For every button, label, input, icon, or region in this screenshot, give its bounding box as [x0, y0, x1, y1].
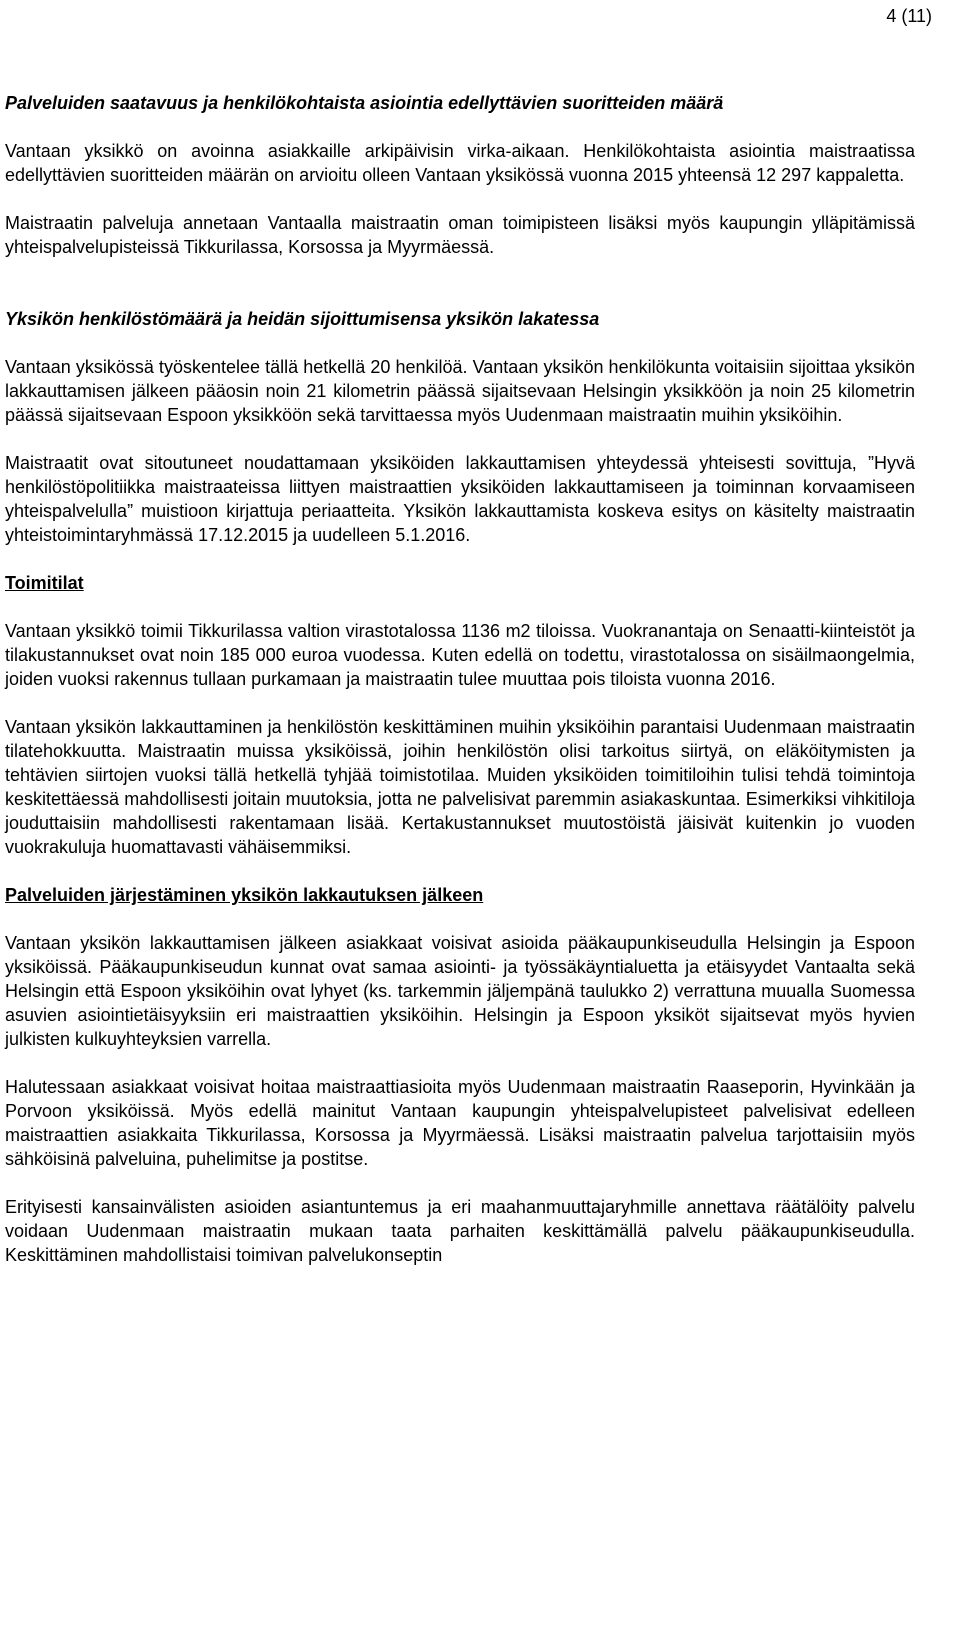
section-service-availability	[5, 91, 915, 259]
section-heading: Palveluiden järjestäminen yksikön lakkautuksen jälkeen	[5, 885, 484, 905]
paragraph: Vantaan yksikön lakkauttamisen jälkeen asiakkaat voisivat asioida pääkaupunkiseudulla Helsingin ja Espoon yksiköissä. Pääkaupunkiseudun kunnat ovat samaa asiointi- ja työssäkäyntialuetta ja etäisyydet Vantaalta sekä Helsingin että Espoon yksiköihin ovat lyhyet (ks. tarkemmin jäljempänä taulukko 2) verrattuna muualla Suomessa asuvien asiointietäisyyksiin eri maistraattien yksiköihin. Helsingin ja Espoon yksiköt sijaitsevat myös hyvien julkisten kulkuyhteyksien varrella.	[5, 933, 915, 1049]
section-heading: Yksikön henkilöstömäärä ja heidän sijoittumisensa yksikön lakatessa	[5, 309, 600, 329]
document-body	[5, 91, 915, 1267]
paragraph: Maistraatin palveluja annetaan Vantaalla maistraatin oman toimipisteen lisäksi myös kaupungin ylläpitämissä yhteispalvelupisteissä Tikkurilassa, Korsossa ja Myyrmäessä.	[5, 213, 915, 257]
paragraph: Vantaan yksikön lakkauttaminen ja henkilöstön keskittäminen muihin yksiköihin parantaisi Uudenmaan maistraatin tilatehokkuutta. Maistraatin muissa yksiköissä, joihin henkilöstön olisi tarkoitus siirtyä, on eläköitymisten ja tehtävien siirtojen vuoksi tällä hetkellä tyhjää toimistotilaa. Muiden yksiköiden toimitiloihin tulisi tehdä toimintoja keskitettäessä mahdollisesti joitain muutoksia, jotta ne palvelisivat paremmin asiakaskuntaa. Esimerkiksi vihkitiloja jouduttaisiin mahdollisesti rakentamaan lisää. Kertakustannukset muutostöistä jäisivät kuitenkin jo vuoden vuokrakuluja huomattavasti vähäisemmiksi.	[5, 717, 915, 857]
section-staff-placement	[5, 307, 915, 547]
paragraph: Vantaan yksikkö toimii Tikkurilassa valtion virastotalossa 1136 m2 tiloissa. Vuokranantaja on Senaatti-kiinteistöt ja tilakustannukset ovat noin 185 000 euroa vuodessa. Kuten edellä on todettu, virastotalossa on sisäilmaongelmia, joiden vuoksi rakennus tullaan purkamaan ja maistraatin tulee muuttaa pois tiloista vuonna 2016.	[5, 621, 915, 689]
page-number: 4 (11)	[886, 6, 932, 26]
paragraph: Vantaan yksikkö on avoinna asiakkaille arkipäivisin virka-aikaan. Henkilökohtaista asiointia maistraatissa edellyttävien suoritteiden määrän on arvioitu olleen Vantaan yksikössä vuonna 2015 yhteensä 12 297 kappaletta.	[5, 141, 915, 185]
paragraph: Maistraatit ovat sitoutuneet noudattamaan yksiköiden lakkauttamisen yhteydessä yhteisesti sovittuja, ”Hyvä henkilöstöpolitiikka maistraateissa liittyen maistraattien yksiköiden lakkauttamiseen ja toiminnan korvaamiseen yhteispalvelulla” muistioon kirjattuja periaatteita. Yksikön lakkauttamista koskeva esitys on käsitelty maistraatin yhteistoimintaryhmässä 17.12.2015 ja uudelleen 5.1.2016.	[5, 453, 915, 545]
section-service-arrangement	[5, 883, 915, 1267]
section-premises	[5, 571, 915, 859]
section-heading: Palveluiden saatavuus ja henkilökohtaista asiointia edellyttävien suoritteiden määrä	[5, 93, 724, 113]
paragraph: Halutessaan asiakkaat voisivat hoitaa maistraattiasioita myös Uudenmaan maistraatin Raaseporin, Hyvinkään ja Porvoon yksiköissä. Myös edellä mainitut Vantaan kaupungin yhteispalvelupisteet palvelisivat edelleen maistraattien asiakkaita Tikkurilassa, Korsossa ja Myyrmäessä. Lisäksi maistraatin palvelua tarjottaisiin myös sähköisinä palveluina, puhelimitse ja postitse.	[5, 1077, 915, 1169]
paragraph: Erityisesti kansainvälisten asioiden asiantuntemus ja eri maahanmuuttajaryhmille annettava räätälöity palvelu voidaan Uudenmaan maistraatin mukaan taata parhaiten keskittämällä palvelu pääkaupunkiseudulla. Keskittäminen mahdollistaisi toimivan palvelukonseptin	[5, 1197, 915, 1265]
paragraph: Vantaan yksikössä työskentelee tällä hetkellä 20 henkilöä. Vantaan yksikön henkilökunta voitaisiin sijoittaa yksikön lakkauttamisen jälkeen pääosin noin 21 kilometrin päässä sijaitsevaan Helsingin yksikköön ja noin 25 kilometrin päässä sijaitsevaan Espoon yksikköön sekä tarvittaessa myös Uudenmaan maistraatin muihin yksiköihin.	[5, 357, 915, 425]
section-heading: Toimitilat	[5, 573, 84, 593]
